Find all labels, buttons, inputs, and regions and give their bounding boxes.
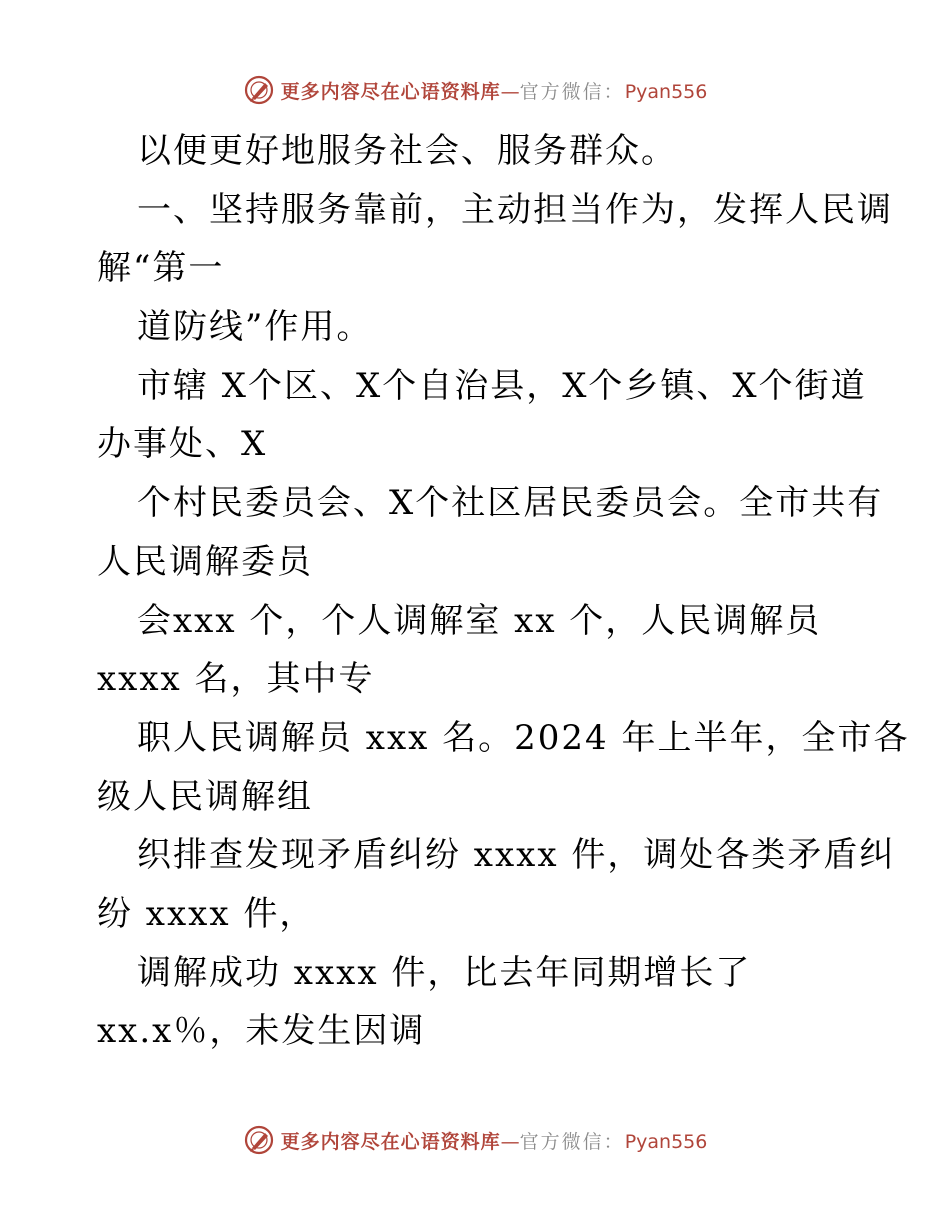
text-line: xx.x％，未发生因调	[97, 1011, 426, 1052]
banner-text	[281, 1127, 708, 1154]
text-line: 调解成功 xxxx 件，比去年同期增长了	[137, 952, 752, 993]
banner-account-id: Pyan556	[624, 1130, 708, 1153]
banner-separator: —	[500, 80, 520, 103]
text-line: 以便更好地服务社会、服务群众。	[137, 131, 677, 171]
text-line: 纷 xxxx 件，	[97, 893, 316, 934]
banner-label-text: 官方微信：	[519, 1130, 625, 1153]
text-line: 解“第一	[97, 248, 225, 289]
text-line: 人民调解委员	[97, 541, 313, 582]
banner-account-id: Pyan556	[624, 80, 708, 103]
banner-brand-text: 更多内容尽在心语资料库	[280, 80, 501, 103]
text-line: 市辖 X个区、X个自治县，X个乡镇、X个街道	[137, 365, 867, 406]
document-body	[97, 122, 910, 1061]
pen-nib-logo-icon	[243, 1124, 275, 1156]
text-line: 办事处、X	[97, 424, 268, 465]
pen-nib-logo-icon	[243, 74, 275, 106]
text-line: 职人民调解员 xxx 名。2024 年上半年，全市各	[137, 717, 910, 758]
banner-separator: —	[500, 1130, 520, 1153]
text-line: 个村民委员会、X个社区居民委员会。全市共有	[137, 483, 884, 524]
text-line: 级人民调解组	[97, 776, 313, 817]
footer-banner	[0, 1120, 950, 1160]
header-banner	[0, 70, 950, 110]
banner-brand-text: 更多内容尽在心语资料库	[280, 1130, 501, 1153]
text-line: 织排查发现矛盾纠纷 xxxx 件，调处各类矛盾纠	[137, 835, 896, 876]
text-line: xxxx 名，其中专	[97, 659, 375, 700]
text-line: 会xxx 个，个人调解室 xx 个，人民调解员	[137, 600, 822, 641]
banner-text	[281, 77, 708, 104]
text-line: 一、坚持服务靠前，主动担当作为，发挥人民调	[137, 189, 893, 230]
text-line: 道防线”作用。	[137, 307, 373, 348]
banner-label-text: 官方微信：	[519, 80, 625, 103]
